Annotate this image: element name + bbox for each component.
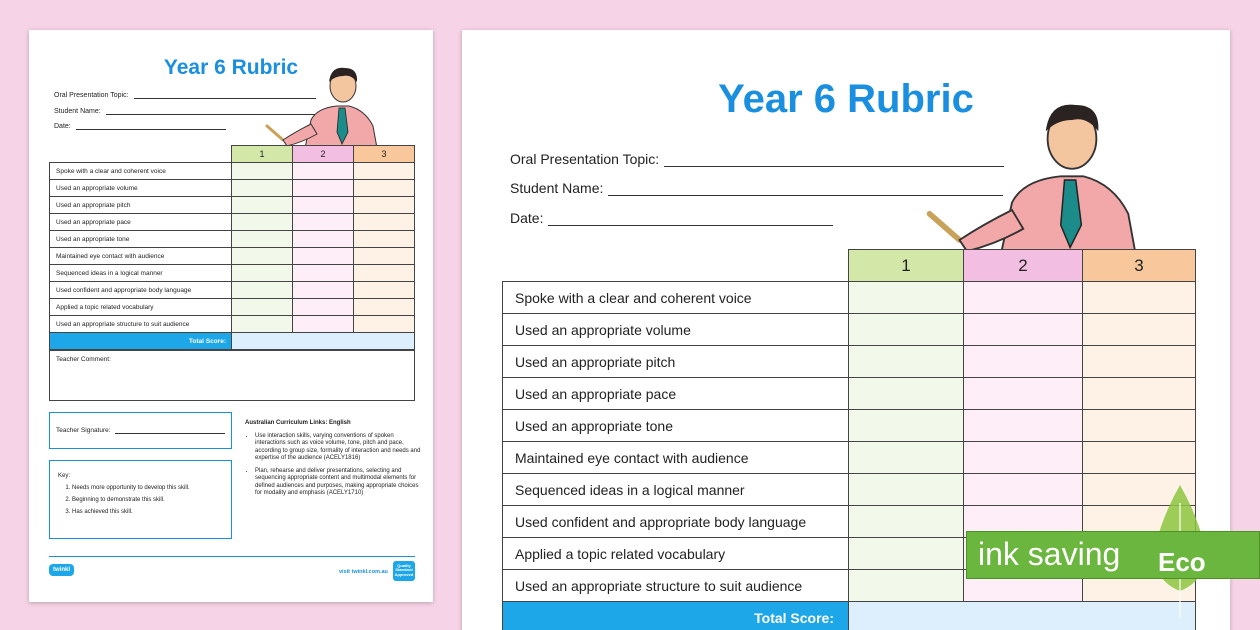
key-item: 3. Has achieved this skill.	[72, 509, 223, 515]
teacher-illustration	[265, 60, 405, 148]
score-cell	[232, 248, 293, 265]
criterion-label: Used confident and appropriate body language	[50, 282, 232, 299]
criterion-label: Used an appropriate pace	[50, 214, 232, 231]
table-row	[50, 163, 415, 180]
twinkl-logo: twinkl	[49, 564, 74, 576]
score-cell	[293, 265, 354, 282]
score-cell	[849, 474, 964, 506]
total-row	[50, 333, 415, 350]
date-field: Date:	[54, 123, 226, 130]
score-header-2: 2	[293, 146, 354, 163]
criterion-label: Applied a topic related vocabulary	[50, 299, 232, 316]
criterion-label: Used an appropriate tone	[50, 231, 232, 248]
score-cell	[1083, 410, 1196, 442]
score-cell	[849, 442, 964, 474]
score-cell	[964, 346, 1083, 378]
teacher-illustration	[912, 90, 1202, 255]
table-row	[50, 214, 415, 231]
score-cell	[354, 231, 415, 248]
criterion-label: Spoke with a clear and coherent voice	[50, 163, 232, 180]
table-row	[503, 314, 1196, 346]
criterion-label: Used an appropriate pitch	[503, 346, 849, 378]
table-row	[50, 316, 415, 333]
table-row	[50, 180, 415, 197]
score-cell	[293, 299, 354, 316]
score-header-1: 1	[849, 250, 964, 282]
score-cell	[293, 316, 354, 333]
table-row	[503, 410, 1196, 442]
table-row	[50, 197, 415, 214]
total-score-cell	[232, 333, 415, 350]
criterion-label: Spoke with a clear and coherent voice	[503, 282, 849, 314]
score-header-1: 1	[232, 146, 293, 163]
page-title: Year 6 Rubric	[718, 77, 974, 121]
score-cell	[232, 265, 293, 282]
table-row	[50, 299, 415, 316]
score-cell	[293, 231, 354, 248]
total-score-label: Total Score:	[503, 602, 849, 630]
key-item: 1. Needs more opportunity to develop this skill.	[72, 485, 223, 491]
ink-saving-eco-badge	[966, 483, 1260, 630]
score-header-2: 2	[964, 250, 1083, 282]
criterion-label: Used an appropriate pitch	[50, 197, 232, 214]
score-cell	[354, 163, 415, 180]
score-cell	[1083, 442, 1196, 474]
teacher-signature-box	[49, 412, 232, 449]
curriculum-links	[245, 420, 421, 503]
score-cell	[849, 346, 964, 378]
score-cell	[849, 570, 964, 602]
page-title: Year 6 Rubric	[163, 56, 299, 79]
teacher-comment-box	[49, 350, 415, 401]
student-name-field: Student Name:	[54, 108, 318, 115]
score-cell	[232, 163, 293, 180]
key-list	[58, 485, 223, 515]
score-cell	[354, 197, 415, 214]
criterion-label: Applied a topic related vocabulary	[503, 538, 849, 570]
score-cell	[232, 316, 293, 333]
criterion-label: Used an appropriate volume	[503, 314, 849, 346]
criterion-label: Maintained eye contact with audience	[503, 442, 849, 474]
quality-badge: Quality Standard Approved	[393, 561, 415, 581]
score-cell	[232, 282, 293, 299]
criterion-label: Maintained eye contact with audience	[50, 248, 232, 265]
criterion-label: Sequenced ideas in a logical manner	[503, 474, 849, 506]
table-row	[50, 231, 415, 248]
score-header-3: 3	[1083, 250, 1196, 282]
score-cell	[964, 410, 1083, 442]
score-cell	[849, 506, 964, 538]
curriculum-item: • Use interaction skills, varying conventions of spoken interactions such as voice volume, tone, pitch and pace, according to group size, formality of interaction and needs and expertise of the audience (ACELY1816)	[255, 433, 421, 463]
score-cell	[354, 180, 415, 197]
criterion-label: Used an appropriate structure to suit audience	[503, 570, 849, 602]
score-cell	[354, 299, 415, 316]
score-cell	[293, 163, 354, 180]
score-cell	[293, 197, 354, 214]
criterion-label: Used an appropriate structure to suit audience	[50, 316, 232, 333]
preview-page-small	[29, 30, 433, 602]
table-row	[503, 282, 1196, 314]
footer-site-link: visit twinkl.com.au	[339, 569, 388, 575]
total-score-label: Total Score:	[50, 333, 232, 350]
topic-field: Oral Presentation Topic:	[510, 151, 1004, 167]
key-title: Key:	[58, 473, 71, 479]
topic-field: Oral Presentation Topic:	[54, 92, 316, 99]
curriculum-item: • Plan, rehearse and deliver presentations, selecting and sequencing appropriate content and multimodal elements for defined audiences and purposes, making appropriate choices for modality and emphasis (ACELY1710)	[255, 468, 421, 498]
score-cell	[354, 316, 415, 333]
score-cell	[354, 265, 415, 282]
score-cell	[232, 180, 293, 197]
teacher-comment-label: Teacher Comment:	[56, 356, 111, 363]
criterion-label: Sequenced ideas in a logical manner	[50, 265, 232, 282]
ink-saving-label: ink saving	[978, 536, 1121, 572]
score-cell	[849, 282, 964, 314]
score-cell	[232, 197, 293, 214]
score-cell	[964, 442, 1083, 474]
criterion-label: Used an appropriate volume	[50, 180, 232, 197]
key-box	[49, 460, 232, 539]
criterion-label: Used an appropriate pace	[503, 378, 849, 410]
score-cell	[232, 299, 293, 316]
table-row	[503, 346, 1196, 378]
score-cell	[849, 314, 964, 346]
score-cell	[849, 378, 964, 410]
criterion-label: Used an appropriate tone	[503, 410, 849, 442]
curriculum-title: Australian Curriculum Links: English	[245, 420, 351, 426]
score-cell	[354, 248, 415, 265]
criterion-label: Used confident and appropriate body language	[503, 506, 849, 538]
table-row	[50, 265, 415, 282]
score-cell	[293, 248, 354, 265]
table-row	[503, 378, 1196, 410]
key-item: 2. Beginning to demonstrate this skill.	[72, 497, 223, 503]
score-cell	[293, 180, 354, 197]
teacher-signature-label: Teacher Signature:	[56, 427, 111, 434]
score-cell	[964, 378, 1083, 410]
score-cell	[849, 410, 964, 442]
score-cell	[849, 538, 964, 570]
score-cell	[1083, 346, 1196, 378]
score-header-row	[50, 146, 415, 163]
score-cell	[354, 214, 415, 231]
score-cell	[1083, 282, 1196, 314]
student-name-field: Student Name:	[510, 180, 1003, 196]
footer-divider	[49, 556, 415, 557]
date-field: Date:	[510, 210, 833, 226]
eco-label: Eco	[1158, 547, 1206, 577]
score-cell	[232, 231, 293, 248]
score-cell	[964, 282, 1083, 314]
score-cell	[293, 282, 354, 299]
rubric-table	[49, 145, 415, 350]
table-row	[503, 442, 1196, 474]
score-header-row	[503, 250, 1196, 282]
table-row	[50, 282, 415, 299]
score-cell	[354, 282, 415, 299]
table-row	[50, 248, 415, 265]
score-cell	[1083, 378, 1196, 410]
score-header-3: 3	[354, 146, 415, 163]
score-cell	[964, 314, 1083, 346]
score-cell	[293, 214, 354, 231]
score-cell	[232, 214, 293, 231]
score-cell	[1083, 314, 1196, 346]
